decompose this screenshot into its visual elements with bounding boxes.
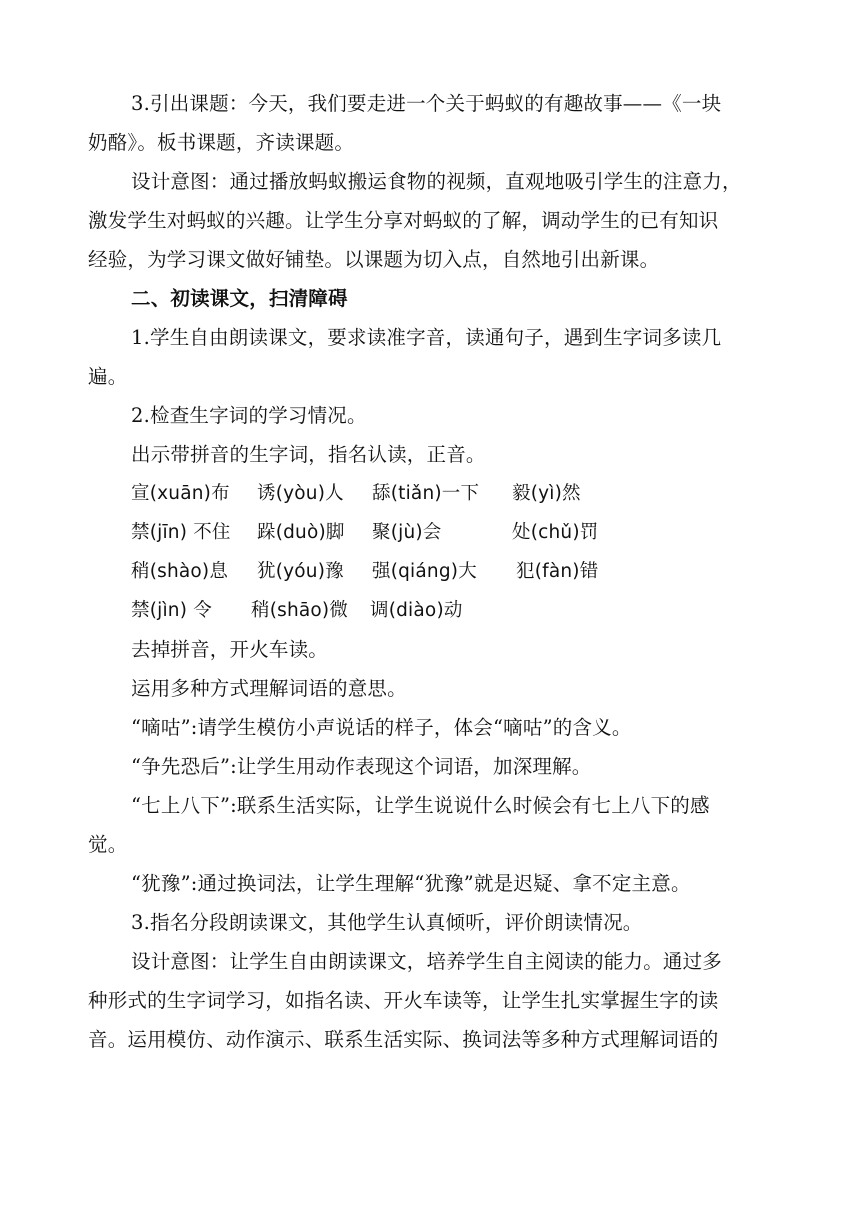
vocab-word: 跺(duò)脚 xyxy=(257,522,345,543)
paragraph-intro-topic-line-1: 3.引出课题：今天，我们要走进一个关于蚂蚁的有趣故事——《一块 xyxy=(131,92,722,115)
vocab-word: 舔(tiǎn)一下 xyxy=(372,483,480,504)
paragraph-word-digu: “嘀咕”:请学生模仿小声说话的样子，体会“嘀咕”的含义。 xyxy=(131,716,632,739)
vocab-word: 毅(yì)然 xyxy=(512,483,581,504)
paragraph-show-pinyin: 出示带拼音的生字词，指名认读，正音。 xyxy=(131,443,486,466)
paragraph-remove-pinyin: 去掉拼音，开火车读。 xyxy=(131,638,329,661)
paragraph-word-zhengxiankonghou: “争先恐后”:让学生用动作表现这个词语，加深理解。 xyxy=(131,755,592,778)
vocab-word: 诱(yòu)人 xyxy=(257,483,344,504)
paragraph-design-intent-1-line-3: 经验，为学习课文做好铺垫。以课题为切入点，自然地引出新课。 xyxy=(88,248,660,271)
paragraph-understand-words: 运用多种方式理解词语的意思。 xyxy=(131,677,407,700)
vocab-word: 禁(jīn) 不住 xyxy=(131,522,231,543)
paragraph-design-intent-2-line-1: 设计意图：让学生自由朗读课文，培养学生自主阅读的能力。通过多 xyxy=(131,950,723,973)
paragraph-free-reading-line-1: 1.学生自由朗读课文，要求读准字音，读通句子，遇到生字词多读几 xyxy=(131,326,722,349)
vocab-word: 强(qiáng)大 xyxy=(372,561,477,582)
paragraph-design-intent-2-line-2: 种形式的生字词学习，如指名读、开火车读等，让学生扎实掌握生字的读 xyxy=(88,989,719,1012)
paragraph-word-youyu: “犹豫”:通过换词法，让学生理解“犹豫”就是迟疑、拿不定主意。 xyxy=(131,872,691,895)
vocab-word: 犯(fàn)错 xyxy=(516,561,599,582)
vocab-word: 稍(shào)息 xyxy=(131,561,229,582)
paragraph-check-vocab: 2.检查生字词的学习情况。 xyxy=(131,404,367,427)
vocab-word: 禁(jìn) 令 xyxy=(131,600,212,621)
vocab-word: 犹(yóu)豫 xyxy=(257,561,344,582)
section-heading: 二、初读课文，扫清障碍 xyxy=(131,287,348,310)
paragraph-free-reading-line-2: 遍。 xyxy=(88,365,128,388)
vocab-word: 聚(jù)会 xyxy=(372,522,442,543)
vocab-word: 稍(shāo)微 xyxy=(251,600,349,621)
paragraph-design-intent-1-line-2: 激发学生对蚂蚁的兴趣。让学生分享对蚂蚁的了解，调动学生的已有知识 xyxy=(88,209,719,232)
paragraph-design-intent-2-line-3: 音。运用模仿、动作演示、联系生活实际、换词法等多种方式理解词语的 xyxy=(88,1028,719,1051)
paragraph-section-reading: 3.指名分段朗读课文，其他学生认真倾听，评价朗读情况。 xyxy=(131,911,643,934)
paragraph-word-qishangbaxia-line-2: 觉。 xyxy=(88,833,128,856)
paragraph-design-intent-1-line-1: 设计意图：通过播放蚂蚁搬运食物的视频，直观地吸引学生的注意力， xyxy=(131,170,742,193)
paragraph-word-qishangbaxia-line-1: “七上八下”:联系生活实际，让学生说说什么时候会有七上八下的感 xyxy=(131,794,710,817)
vocab-word: 宣(xuān)布 xyxy=(131,483,230,504)
paragraph-intro-topic-line-2: 奶酪》。板书课题，齐读课题。 xyxy=(88,131,355,154)
vocab-word: 调(diào)动 xyxy=(370,600,463,621)
vocab-word: 处(chǔ)罚 xyxy=(512,522,599,543)
